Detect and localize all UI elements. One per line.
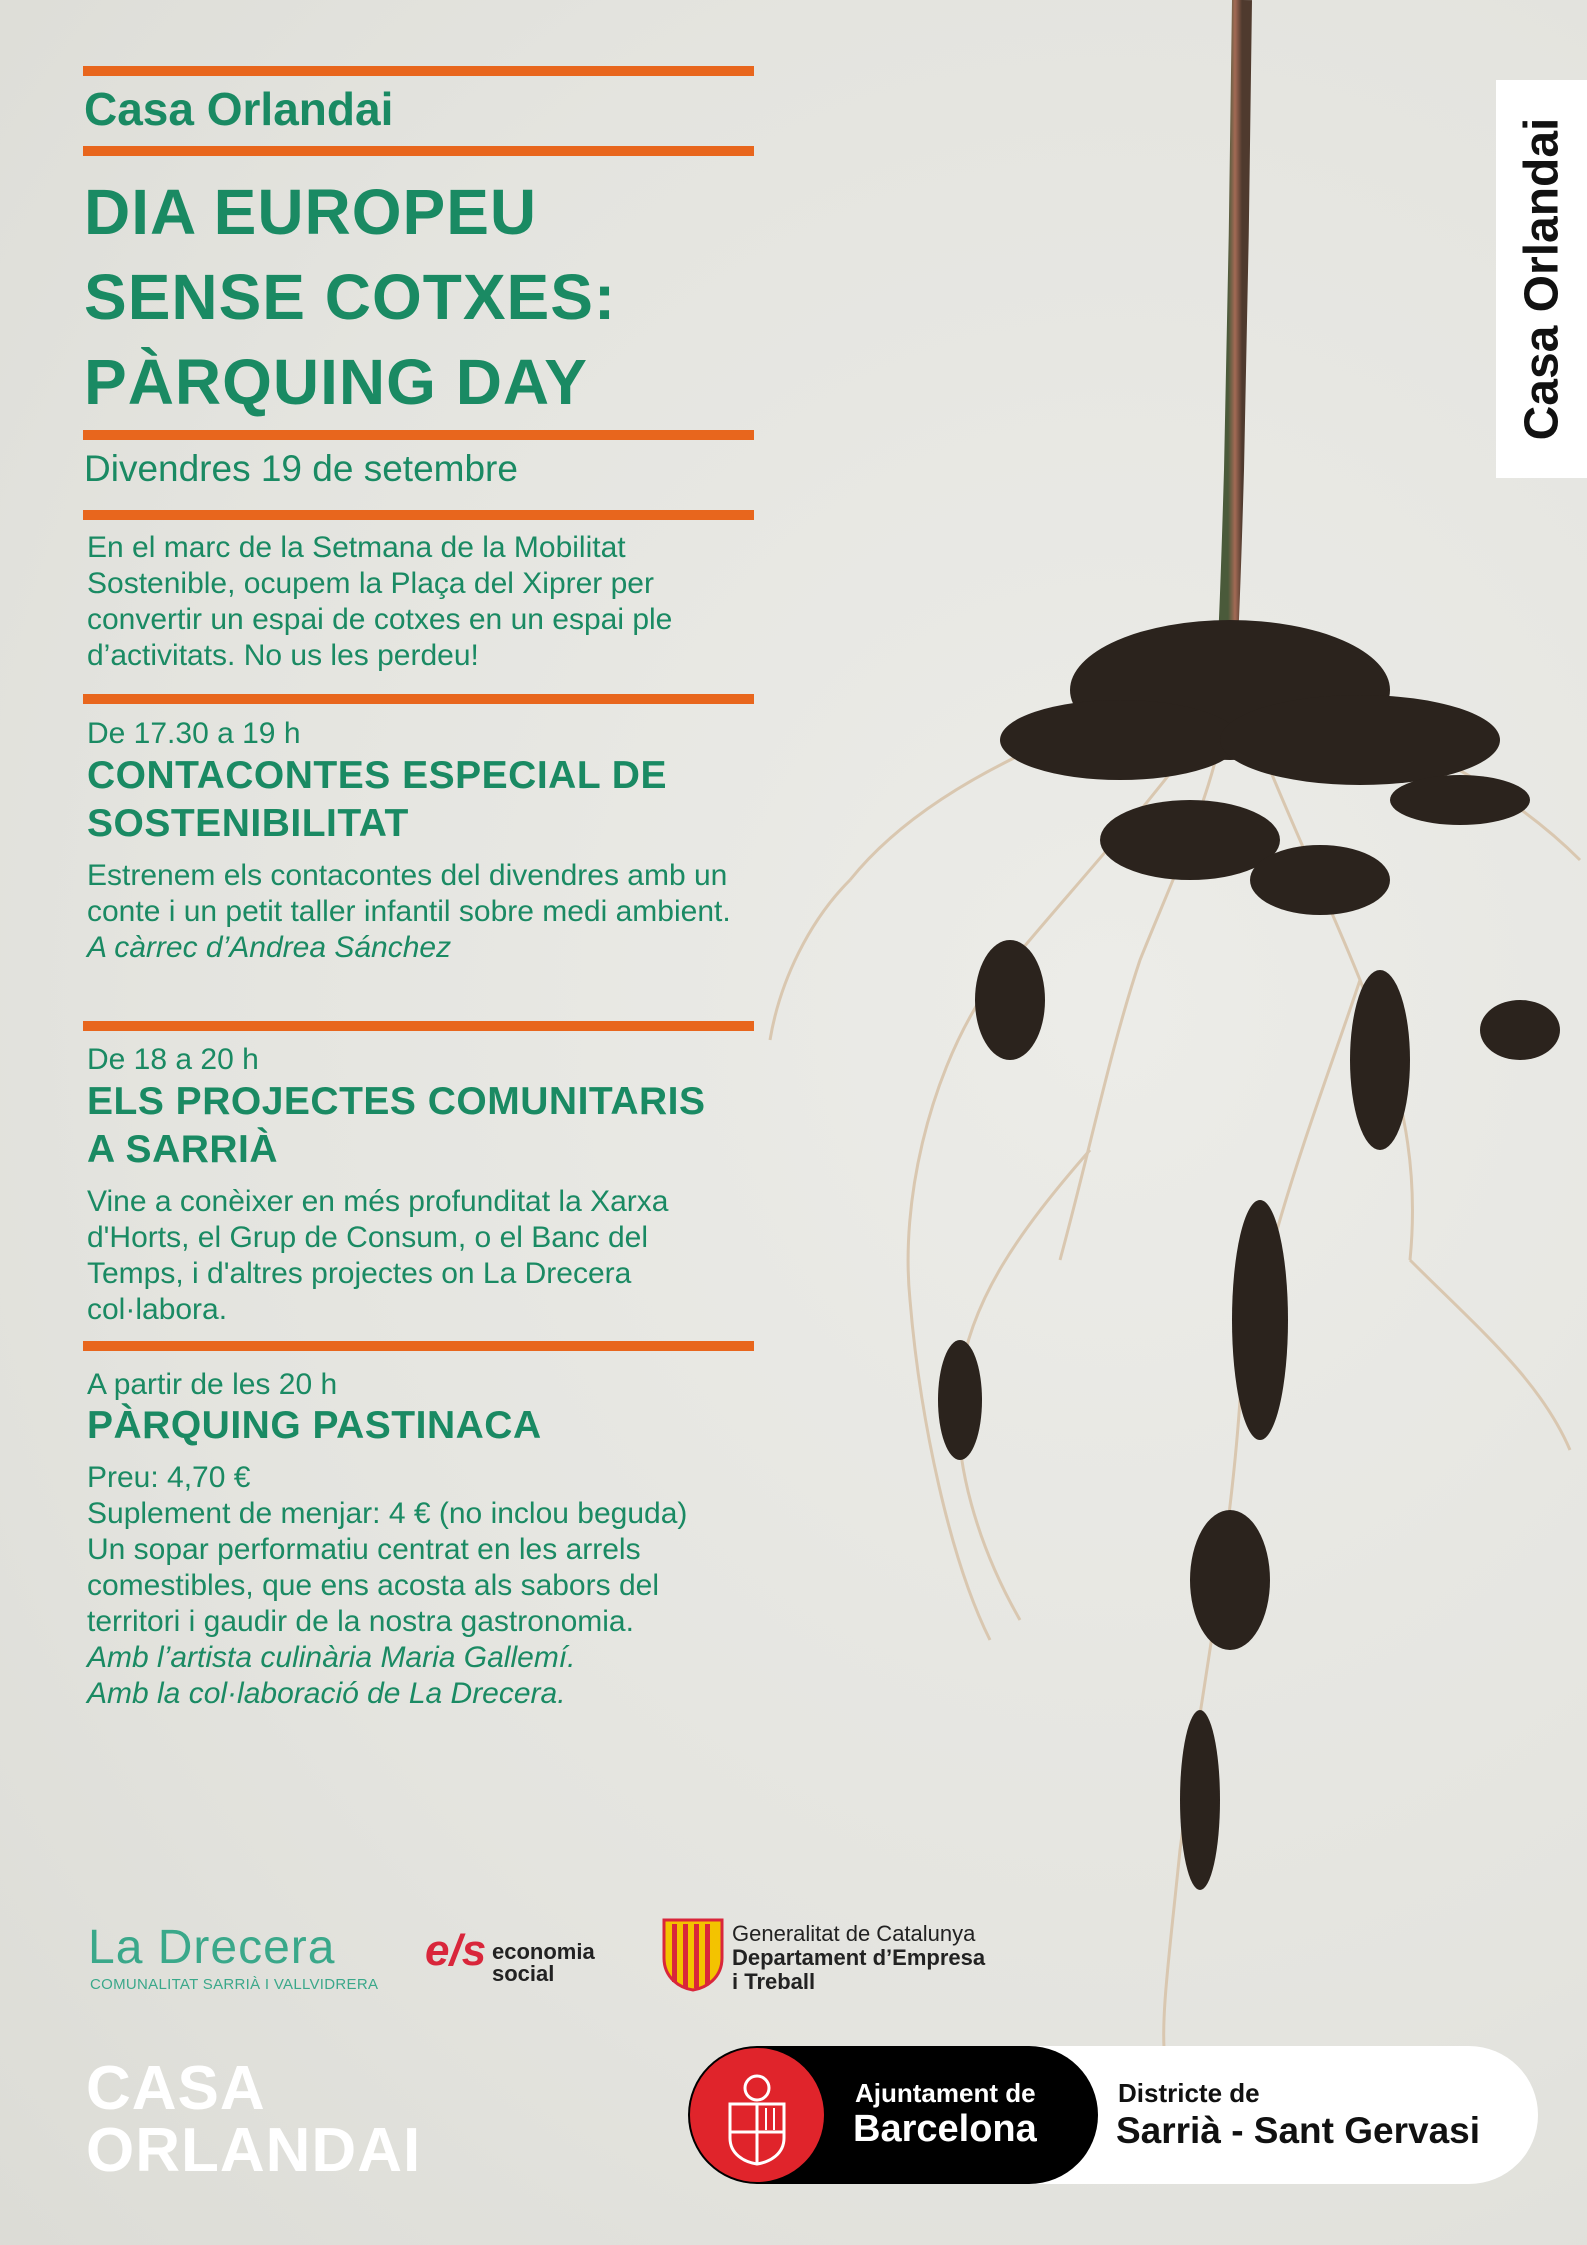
section-1-rule xyxy=(83,1021,754,1031)
section-3-title: PÀRQUING PASTINACA xyxy=(87,1404,542,1447)
barcelona-shield-icon xyxy=(690,2048,824,2182)
section-3-credit-artist: Amb l’artista culinària Maria Gallemí. xyxy=(87,1641,576,1674)
intro-rule xyxy=(83,694,754,704)
event-title xyxy=(84,170,616,425)
section-3-description: Un sopar performatiu centrat en les arrels comestibles, que ens acosta als sabors del territori i gaudir de la nostra gastronomia. xyxy=(87,1533,659,1638)
section-1-title-line-1: CONTACONTES ESPECIAL DE xyxy=(87,754,667,797)
section-2-title-line-2: A SARRIÀ xyxy=(87,1128,279,1171)
section-3-supplement: Suplement de menjar: 4 € (no inclou beguda) xyxy=(87,1497,688,1530)
section-1-time: De 17.30 a 19 h xyxy=(87,717,301,750)
section-2-rule xyxy=(83,1341,754,1351)
side-tab-label: Casa Orlandai xyxy=(1515,117,1568,441)
venue-rule xyxy=(83,146,754,156)
barcelona-shield-glyph-icon xyxy=(690,2048,824,2182)
generalitat-line-2: Departament d’Empresa xyxy=(732,1945,986,1970)
la-drecera-subtitle: COMUNALITAT SARRIÀ I VALLVIDRERA xyxy=(90,1976,379,1993)
casa-logo-line-2: ORLANDAI xyxy=(86,2116,422,2185)
section-3-price: Preu: 4,70 € xyxy=(87,1461,251,1494)
generalitat-text xyxy=(732,1922,985,1994)
title-rule xyxy=(83,430,754,440)
section-3-time: A partir de les 20 h xyxy=(87,1368,338,1401)
casa-orlandai-logo xyxy=(86,2054,422,2185)
ajuntament-line-2: Barcelona xyxy=(853,2108,1037,2150)
section-1-title-line-2: SOSTENIBILITAT xyxy=(87,802,409,845)
event-title-line-1: DIA EUROPEU xyxy=(84,176,538,248)
event-title-line-3: PÀRQUING DAY xyxy=(84,346,588,418)
economia-social-line-1: economia xyxy=(492,1939,595,1964)
section-1-title xyxy=(87,752,667,848)
event-date: Divendres 19 de setembre xyxy=(84,448,518,489)
generalitat-line-1: Generalitat de Catalunya xyxy=(732,1921,976,1946)
ajuntament-line-1: Ajuntament de xyxy=(855,2078,1036,2108)
section-1-body xyxy=(87,858,777,966)
section-2-title xyxy=(87,1078,706,1174)
event-title-line-2: SENSE COTXES: xyxy=(84,261,617,333)
section-1-description: Estrenem els contacontes del divendres amb un conte i un petit taller infantil sobre medi ambient. xyxy=(87,859,731,928)
districte-line-2: Sarrià - Sant Gervasi xyxy=(1116,2110,1481,2151)
section-2-title-line-1: ELS PROJECTES COMUNITARIS xyxy=(87,1080,706,1123)
casa-logo-line-1: CASA xyxy=(86,2054,266,2123)
economia-social-mark: e/s xyxy=(425,1926,487,1975)
intro-text: En el marc de la Setmana de la Mobilitat Sostenible, ocupem la Plaça del Xiprer per convertir un espai de cotxes en un espai ple d’activitats. No us les perdeu! xyxy=(87,531,673,672)
section-2-body: Vine a conèixer en més profunditat la Xarxa d'Horts, el Grup de Consum, o el Banc del Temps, i d'altres projectes on La Drecera col·labora. xyxy=(87,1185,669,1326)
section-2-time: De 18 a 20 h xyxy=(87,1043,259,1076)
section-1-credit: A càrrec d’Andrea Sánchez xyxy=(87,931,452,964)
la-drecera-logo: La Drecera xyxy=(88,1921,336,1974)
venue-name: Casa Orlandai xyxy=(84,83,394,135)
districte-line-1: Districte de xyxy=(1118,2078,1260,2108)
section-3-body xyxy=(87,1460,777,1712)
top-rule xyxy=(83,66,754,76)
side-tab xyxy=(1496,80,1587,478)
generalitat-line-3: i Treball xyxy=(732,1969,816,1994)
economia-social-text xyxy=(492,1941,595,1985)
date-rule xyxy=(83,510,754,520)
generalitat-flag-icon xyxy=(662,1918,724,1992)
economia-social-line-2: social xyxy=(492,1961,555,1986)
plant-roots-illustration xyxy=(760,0,1587,2060)
section-3-credit-collab: Amb la col·laboració de La Drecera. xyxy=(87,1677,566,1710)
